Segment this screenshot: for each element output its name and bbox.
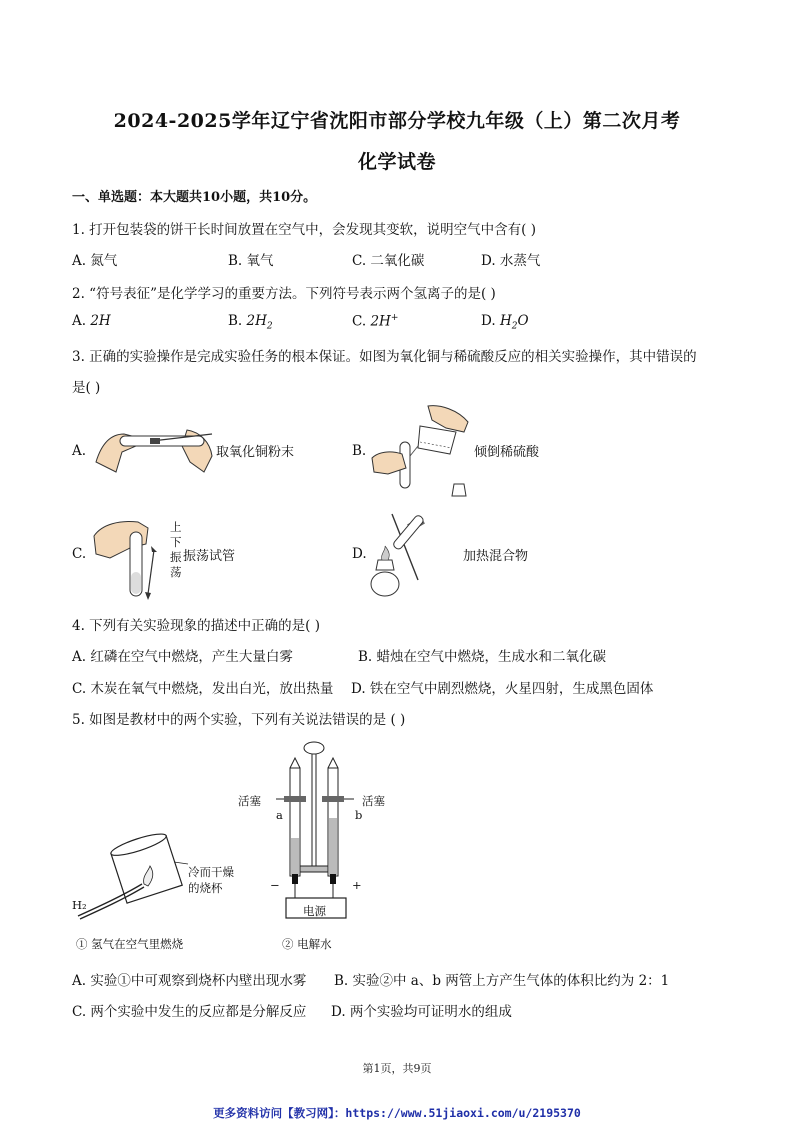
q4-option-b: B. 蜡烛在空气中燃烧，生成水和二氧化碳 — [358, 649, 607, 665]
q3-figure-b — [368, 402, 476, 502]
q2-option-b: B. $2H_2$ — [228, 313, 273, 332]
q5-figure-electrolysis — [266, 738, 396, 928]
q5-tube-b-label: b — [355, 808, 363, 822]
q4-stem: 4. 下列有关实验现象的描述中正确的是( ) — [72, 618, 320, 634]
q2-option-d: D. $H_2O$ — [481, 313, 529, 332]
q1-stem: 1. 打开包装袋的饼干长时间放置在空气中，会发现其变软，说明空气中含有( ) — [72, 222, 536, 238]
q3-option-c-label: 振荡试管 — [183, 549, 236, 564]
q3-option-a-letter: A. — [72, 443, 87, 459]
q5-option-a: A. 实验①中可观察到烧杯内壁出现水雾 — [72, 973, 307, 989]
q3-stem-line2: 是( ) — [72, 380, 101, 396]
q1-option-d: D. 水蒸气 — [481, 253, 541, 269]
q5-option-d: D. 两个实验均可证明水的组成 — [331, 1004, 512, 1020]
q3-option-a-label: 取氧化铜粉末 — [216, 445, 295, 460]
q5-option-c: C. 两个实验中发生的反应都是分解反应 — [72, 1004, 307, 1020]
page-title: 2024-2025学年辽宁省沈阳市部分学校九年级（上）第二次月考 — [113, 110, 681, 132]
q5-h2-label: H₂ — [72, 898, 87, 912]
q3-figure-c — [90, 514, 166, 600]
q1-option-a: A. 氮气 — [72, 253, 118, 269]
q3-figure-a — [92, 412, 216, 482]
q5-power-label: 电源 — [303, 904, 326, 918]
q3-stem-line1: 3. 正确的实验操作是完成实验任务的根本保证。如图为氧化铜与稀硫酸反应的相关实验操作，其中错误的 — [72, 349, 697, 365]
q3-option-c-letter: C. — [72, 546, 87, 562]
page-number: 第1页，共9页 — [362, 1062, 432, 1075]
q5-valve-left-label: 活塞 — [238, 794, 261, 808]
q3-figure-d — [368, 510, 448, 602]
q5-valve-right-label: 活塞 — [362, 794, 385, 808]
q4-option-a: A. 红磷在空气中燃烧，产生大量白雾 — [72, 649, 293, 665]
q5-caption-1: ① 氢气在空气里燃烧 — [76, 937, 184, 951]
q3-option-b-letter: B. — [352, 443, 367, 459]
page-subtitle: 化学试卷 — [357, 151, 436, 173]
q5-beaker-label: 冷而干燥 的烧杯 — [188, 865, 234, 895]
q3-option-d-letter: D. — [352, 546, 367, 562]
q3-option-b-label: 倾倒稀硫酸 — [474, 445, 540, 460]
q2-option-a: A. 2H — [72, 313, 111, 329]
q1-option-c: C. 二氧化碳 — [352, 253, 425, 269]
q5-figure-hydrogen-burning — [70, 826, 200, 926]
q2-stem: 2. “符号表征”是化学学习的重要方法。下列符号表示两个氢离子的是( ) — [72, 286, 496, 302]
q4-option-c: C. 木炭在氧气中燃烧，发出白光，放出热量 — [72, 681, 334, 697]
q5-minus-label: − — [270, 878, 280, 892]
q1-option-b: B. 氧气 — [228, 253, 274, 269]
q3-option-d-label: 加热混合物 — [463, 549, 529, 564]
q2-option-c: C. 2H+ — [352, 313, 399, 330]
resource-link-banner[interactable]: 更多资料访问【教习网】：https://www.51jiaoxi.com/u/2195370 — [213, 1106, 581, 1120]
section-heading: 一、单选题：本大题共10小题，共10分。 — [72, 190, 317, 205]
q5-plus-label: + — [352, 878, 362, 892]
q3-option-c-arrow-text: 上 下 振 荡 — [170, 520, 182, 579]
q4-option-d: D. 铁在空气中剧烈燃烧，火星四射，生成黑色固体 — [351, 681, 654, 697]
q5-caption-2: ② 电解水 — [282, 937, 332, 951]
q5-tube-a-label: a — [276, 808, 283, 822]
q5-option-b: B. 实验②中 a、b 两管上方产生气体的体积比约为 2：1 — [334, 973, 670, 989]
q5-stem: 5. 如图是教材中的两个实验，下列有关说法错误的是 ( ) — [72, 712, 406, 728]
